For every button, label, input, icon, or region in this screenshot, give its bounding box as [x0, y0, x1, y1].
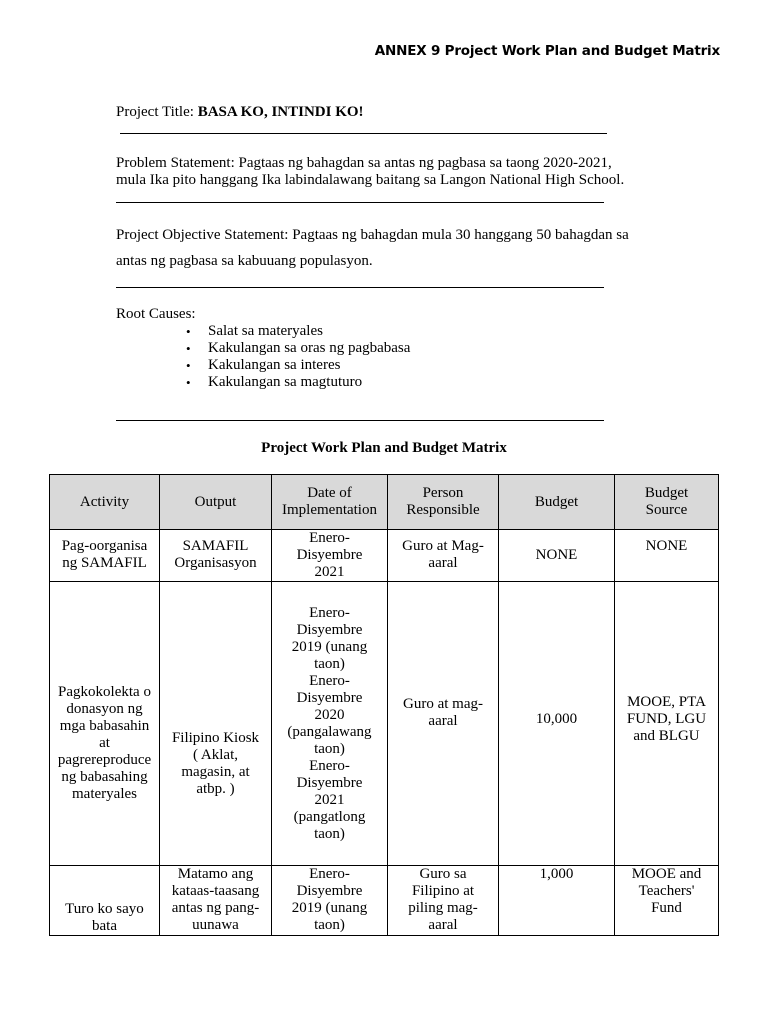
table-row — [50, 530, 719, 582]
cell-line: 2019 (unang — [291, 638, 368, 655]
cell-line: (pangalawang — [287, 723, 372, 740]
column-header — [50, 475, 160, 530]
cell-line: pagrereproduce — [57, 752, 152, 768]
cell-line: magasin, at — [181, 763, 250, 780]
header-line: Responsible — [406, 502, 480, 518]
root-cause-text: Kakulangan sa oras ng pagbabasa — [208, 340, 411, 356]
cell-line: Disyembre — [296, 621, 363, 638]
cell-line: taon) — [314, 917, 345, 933]
cell-line: uunawa — [192, 917, 239, 933]
column-header — [388, 475, 499, 530]
project-title-value: BASA KO, INTINDI KO! — [197, 104, 364, 120]
cell-line: 2021 — [314, 564, 345, 580]
column-header — [499, 475, 615, 530]
header-line: Activity — [79, 493, 130, 510]
cell-line: SAMAFIL — [182, 538, 249, 554]
project-title-label: Project Title: — [116, 104, 198, 120]
cell-line: taon) — [314, 740, 345, 757]
column-header — [160, 475, 272, 530]
activity-cell — [50, 530, 160, 582]
cell-line: Teachers' — [638, 883, 695, 899]
matrix-title: Project Work Plan and Budget Matrix — [261, 440, 507, 456]
person-cell — [388, 866, 499, 936]
cell-line: Guro at mag- — [403, 695, 483, 712]
cell-line: 2019 (unang — [291, 900, 368, 916]
divider-rule — [116, 287, 604, 288]
cell-line: Filipino Kiosk — [171, 729, 260, 746]
cell-line: 2021 — [314, 791, 345, 808]
header-line: Source — [645, 502, 688, 518]
cell-line: piling mag- — [408, 900, 478, 916]
cell-line: atbp. ) — [196, 780, 235, 797]
annex-header: ANNEX 9 Project Work Plan and Budget Matrix — [374, 43, 720, 59]
root-cause-text: Salat sa materyales — [208, 323, 323, 339]
date-cell — [272, 866, 388, 936]
root-cause-item — [116, 357, 410, 374]
cell-line: Disyembre — [296, 774, 363, 791]
cell-line: kataas-taasang — [171, 883, 260, 899]
header-line: Date of — [307, 485, 352, 501]
source-cell — [615, 530, 719, 582]
cell-line: Enero- — [309, 604, 350, 621]
cell-line: ( Aklat, — [193, 746, 238, 763]
output-cell — [160, 530, 272, 582]
cell-line: (pangatlong — [293, 808, 366, 825]
cell-line: aaral — [428, 917, 458, 933]
bullet-icon: • — [186, 358, 191, 373]
root-cause-item — [116, 340, 410, 357]
divider-rule — [116, 420, 604, 421]
cell-line: 10,000 — [535, 711, 578, 727]
problem-statement-line: mula Ika pito hanggang Ika labindalawang baitang sa Langon National High School. — [116, 172, 625, 188]
objective-statement — [116, 222, 629, 274]
date-cell — [272, 530, 388, 582]
divider-rule — [120, 133, 607, 134]
root-cause-item — [116, 323, 410, 340]
cell-line: NONE — [535, 547, 578, 563]
header-line: Output — [194, 493, 237, 510]
date-cell — [272, 582, 388, 866]
cell-line: FUND, LGU — [626, 711, 707, 727]
table-header-row — [50, 475, 719, 530]
root-causes — [116, 306, 410, 391]
table-row — [50, 582, 719, 866]
objective-statement-line: Project Objective Statement: Pagtaas ng bahagdan mula 30 hanggang 50 bahagdan sa — [116, 227, 629, 243]
bullet-icon: • — [186, 324, 191, 339]
activity-cell — [50, 582, 160, 866]
cell-line: MOOE and — [631, 866, 702, 882]
column-header — [615, 475, 719, 530]
source-cell — [615, 582, 719, 866]
cell-line: at — [99, 735, 110, 751]
cell-line: Enero- — [309, 866, 350, 882]
source-cell — [615, 866, 719, 936]
cell-line: Guro at Mag- — [402, 538, 484, 554]
problem-statement — [116, 155, 624, 189]
objective-statement-line: antas ng pagbasa sa kabuuang populasyon. — [116, 253, 373, 269]
header-line: Budget — [644, 485, 689, 501]
root-cause-text: Kakulangan sa magtuturo — [208, 374, 363, 390]
cell-line: MOOE, PTA — [627, 694, 706, 710]
cell-line: Disyembre — [296, 689, 363, 706]
project-title — [116, 104, 364, 121]
column-header — [272, 475, 388, 530]
cell-line: Pag-oorganisa — [61, 538, 148, 554]
cell-line: Disyembre — [296, 883, 363, 899]
cell-line: NONE — [645, 538, 688, 554]
header-line: Budget — [534, 493, 579, 510]
budget-cell — [499, 866, 615, 936]
budget-matrix-table — [49, 474, 719, 936]
bullet-icon: • — [186, 375, 191, 390]
table-row — [50, 866, 719, 936]
cell-line: Filipino at — [411, 883, 475, 899]
cell-line: Pagkokolekta o — [58, 684, 151, 700]
person-cell — [388, 582, 499, 866]
cell-line: Guro sa — [419, 866, 467, 882]
cell-line: Organisasyon — [174, 555, 257, 571]
output-cell — [160, 866, 272, 936]
cell-line: aaral — [428, 555, 458, 571]
activity-cell — [50, 866, 160, 936]
root-causes-label: Root Causes: — [116, 306, 196, 322]
cell-line: Enero- — [309, 757, 350, 774]
person-cell — [388, 530, 499, 582]
cell-line: ng babasahing — [61, 769, 148, 785]
root-cause-item — [116, 374, 410, 391]
cell-line: Turo ko sayo — [65, 901, 144, 917]
cell-line: and BLGU — [633, 728, 700, 744]
cell-line: Enero- — [309, 672, 350, 689]
cell-line: 2020 — [314, 706, 345, 723]
cell-line: Enero- — [309, 530, 350, 546]
divider-rule — [116, 202, 604, 203]
cell-line: bata — [92, 918, 117, 934]
bullet-icon: • — [186, 341, 191, 356]
cell-line: materyales — [72, 786, 137, 802]
header-line: Person — [422, 485, 464, 501]
cell-line: Fund — [651, 900, 682, 916]
output-cell — [160, 582, 272, 866]
header-line: Implementation — [282, 502, 377, 518]
root-causes-list — [116, 323, 410, 391]
budget-cell — [499, 530, 615, 582]
cell-line: taon) — [314, 655, 345, 672]
cell-line: mga babasahin — [59, 718, 150, 734]
cell-line: donasyon ng — [66, 701, 143, 717]
cell-line: taon) — [314, 825, 345, 842]
cell-line: Disyembre — [296, 547, 363, 563]
cell-line: antas ng pang- — [171, 900, 260, 916]
cell-line: Matamo ang — [177, 866, 254, 882]
root-cause-text: Kakulangan sa interes — [208, 357, 341, 373]
budget-cell — [499, 582, 615, 866]
cell-line: aaral — [428, 712, 458, 729]
cell-line: ng SAMAFIL — [62, 555, 147, 571]
cell-line: 1,000 — [539, 866, 574, 882]
problem-statement-line: Problem Statement: Pagtaas ng bahagdan sa antas ng pagbasa sa taong 2020-2021, — [116, 155, 612, 171]
